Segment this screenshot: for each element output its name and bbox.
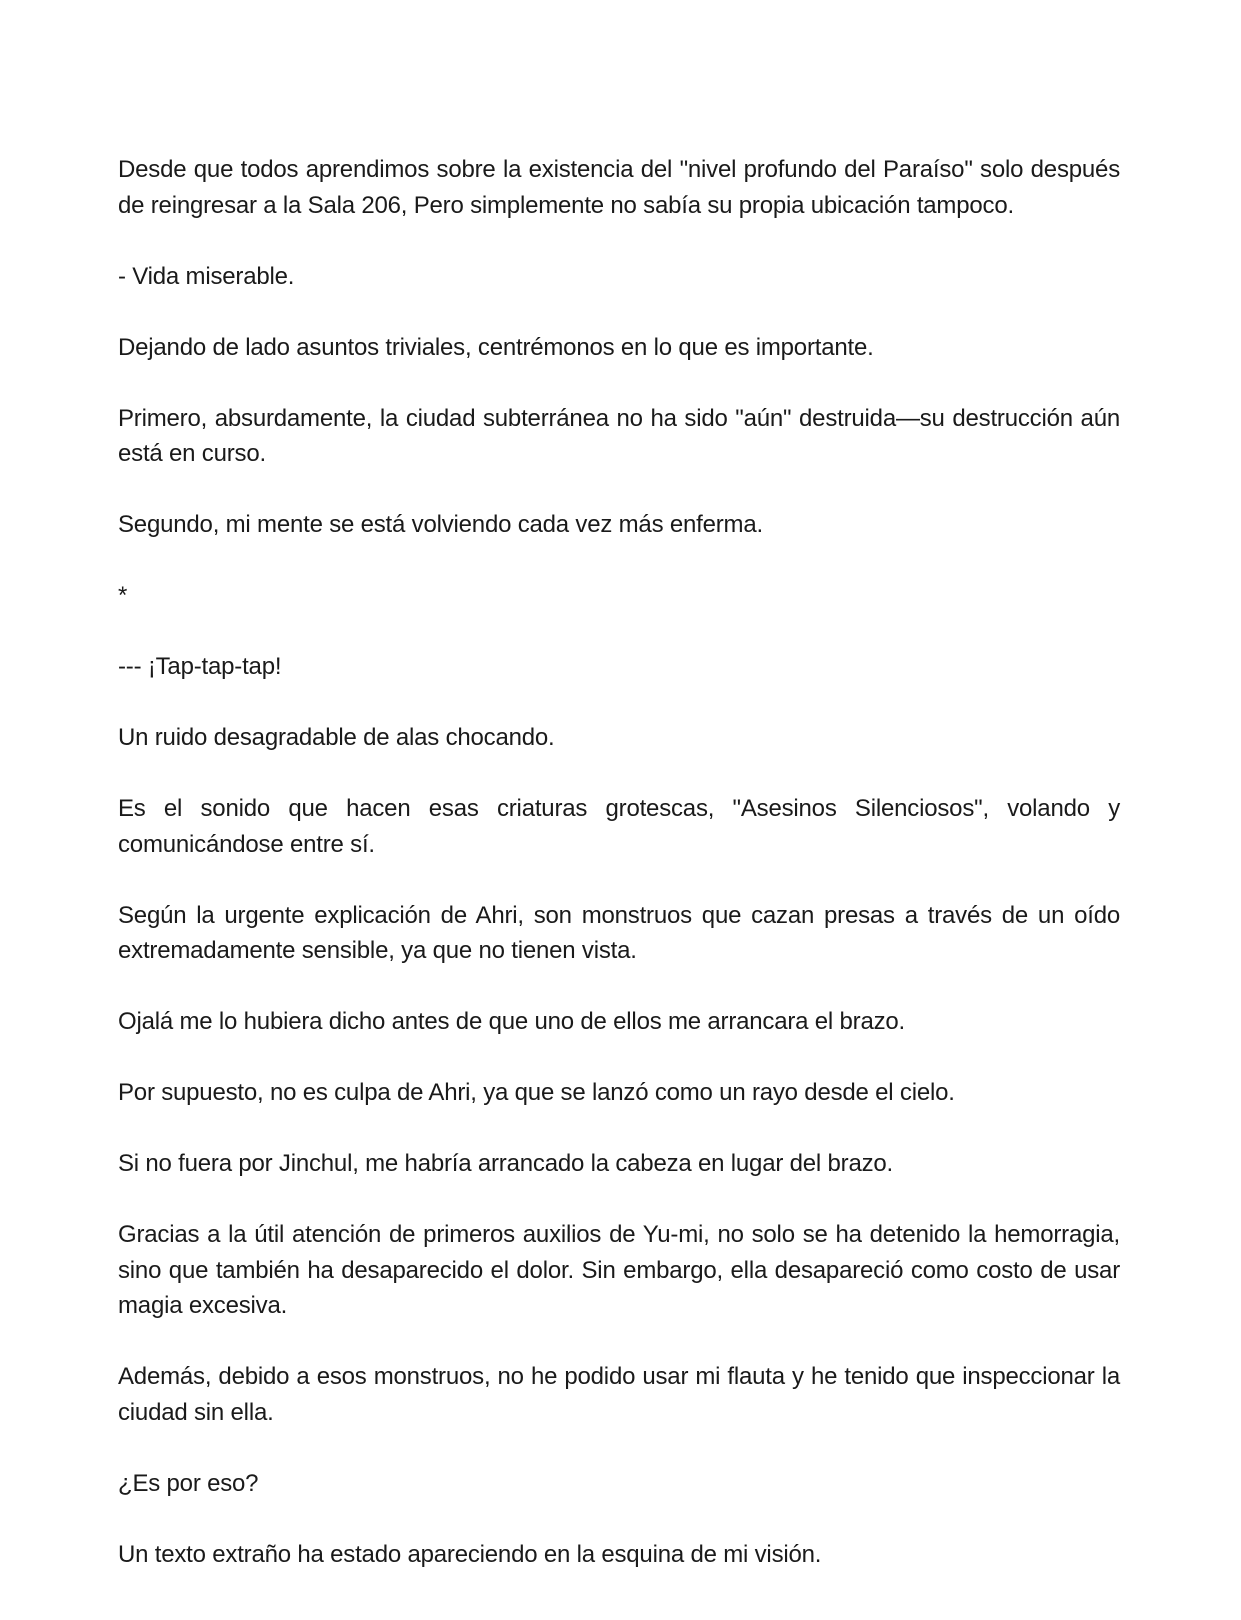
paragraph: Segundo, mi mente se está volviendo cada vez más enferma. — [118, 511, 763, 538]
document-body — [118, 152, 1120, 1572]
paragraph: ¿Es por eso? — [118, 1469, 259, 1497]
paragraph: Ojalá me lo hubiera dicho antes de que uno de ellos me arrancara el brazo. — [118, 1008, 906, 1035]
paragraph: - Vida miserable. — [118, 262, 295, 290]
paragraph: Primero, absurdamente, la ciudad subterránea no ha sido "aún" destruida—su destrucción aún está en curso. — [118, 404, 1120, 467]
paragraph: Si no fuera por Jinchul, me habría arrancado la cabeza en lugar del brazo. — [118, 1150, 894, 1177]
paragraph: Gracias a la útil atención de primeros auxilios de Yu-mi, no solo se ha detenido la hemorragia, sino que también ha desaparecido el dolor. Sin embargo, ella desapareció como costo de usar magia excesiva. — [118, 1221, 1120, 1319]
paragraph: --- ¡Tap-tap-tap! — [118, 653, 282, 680]
paragraph: Es el sonido que hacen esas criaturas grotescas, "Asesinos Silenciosos", volando y comunicándose entre sí. — [118, 795, 1120, 858]
paragraph: Según la urgente explicación de Ahri, son monstruos que cazan presas a través de un oído extremadamente sensible, ya que no tienen vista. — [118, 901, 1120, 964]
paragraph: Además, debido a esos monstruos, no he podido usar mi flauta y he tenido que inspeccionar la ciudad sin ella. — [118, 1363, 1120, 1426]
scene-break: * — [118, 582, 128, 609]
paragraph: Dejando de lado asuntos triviales, centrémonos en lo que es importante. — [118, 333, 874, 361]
paragraph: Un ruido desagradable de alas chocando. — [118, 724, 555, 751]
paragraph: Desde que todos aprendimos sobre la existencia del "nivel profundo del Paraíso" solo después de reingresar a la Sala 206, Pero simplemente no sabía su propia ubicación tampoco. — [118, 156, 1120, 219]
paragraph: Por supuesto, no es culpa de Ahri, ya que se lanzó como un rayo desde el cielo. — [118, 1079, 955, 1106]
paragraph: Un texto extraño ha estado apareciendo en la esquina de mi visión. — [118, 1540, 822, 1568]
